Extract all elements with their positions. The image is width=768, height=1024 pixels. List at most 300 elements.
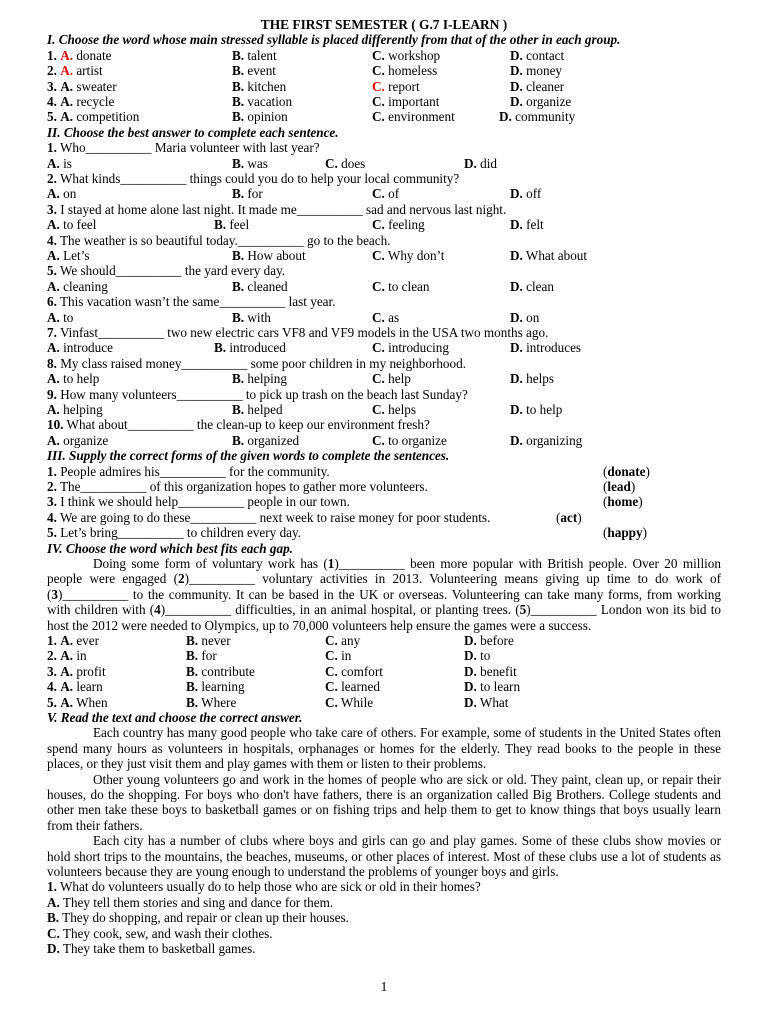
option-a [47,433,108,448]
question-line [47,263,721,278]
option-letter: A. [60,648,74,664]
option-text: kitchen [247,78,287,94]
option-b [232,371,287,386]
option-row [47,695,721,710]
option-letter: A. [60,93,74,109]
option-text: to feel [63,217,97,233]
option-a [47,648,87,663]
section-4-options [47,633,721,710]
question-number: 5. [47,525,57,541]
item-number: 5. [47,109,57,125]
question-line [47,510,721,525]
option-letter: D. [510,278,523,294]
option-text: never [201,632,231,648]
question-number: 1. [47,140,57,156]
option-letter: A. [47,432,60,448]
option-d [510,433,582,448]
question-line [47,494,721,509]
option-d [510,248,587,263]
question-text: This vacation wasn’t the same__________ last year. [59,294,336,310]
option-letter: C. [372,278,385,294]
passage-text: )__________ been more popular with British people. Over 20 million people were engaged ( [47,555,721,587]
option-c [372,340,449,355]
question-line [47,294,721,309]
reading-paragraph-3: Each city has a number of clubs where boys and girls can go and play games. Some of these clubs show movies or hold short trips to the mountains, the beaches, museums, or other places of interest. Most of these clubs use a lot of students as volunteers because they are young enough to understand the problems of younger boys and girls. [47,833,721,879]
question-text: My class raised money__________ some poor children in my neighborhood. [60,355,467,371]
option-a [47,94,114,109]
option-letter: B. [232,63,245,79]
option-text: with [247,309,271,325]
option-text: opinion [247,109,288,125]
option-d [510,279,554,294]
option-d [510,186,541,201]
given-word-text: lead [607,478,631,494]
question-number: 2. [47,170,57,186]
option-text: to learn [480,679,521,695]
option-letter: D. [464,694,477,710]
option-text: helping [63,401,103,417]
worksheet-page [47,17,721,956]
option-text: talent [247,47,277,63]
option-text: Why don’t [387,247,445,263]
option-text: as [388,309,400,325]
option-d [464,695,508,710]
option-b [232,79,286,94]
option-text: introduces [526,340,582,356]
option-a [47,402,103,417]
option-b [186,679,245,694]
answer-option [47,910,721,925]
option-letter: C. [372,371,385,387]
item-number: 3. [47,663,57,679]
option-text: felt [526,217,544,233]
question-number: 4. [47,509,57,525]
option-letter: B. [232,309,245,325]
option-letter: B. [232,401,245,417]
option-text: Let’s [63,247,90,263]
option-text: community [515,109,576,125]
question-text: The__________ of this organization hopes to gather more volunteers. [59,478,428,494]
question-number: 4. [47,232,57,248]
answer-option [47,941,721,956]
option-letter: B. [232,247,245,263]
option-letter: D. [464,632,477,648]
option-text: to help [526,401,563,417]
option-d [510,94,571,109]
given-word-text: act [560,509,578,525]
option-d [499,109,575,124]
option-a [47,310,73,325]
option-letter: D. [510,93,523,109]
option-c [372,433,447,448]
option-letter: D. [510,217,523,233]
option-a [47,63,103,78]
question-line [47,417,721,432]
question-line [47,171,721,186]
passage-text: )__________ London won its bid to host the 2012 were needed to Olympics, up to 70,000 volunteers help ensure the games were a success. [47,602,721,633]
given-word-text: happy [607,525,643,541]
section-3-heading: III. Supply the correct forms of the given words to complete the sentences. [47,448,450,464]
option-d [510,63,562,78]
option-letter: B. [47,910,60,926]
option-text: contribute [201,663,255,679]
option-text: feeling [388,217,425,233]
option-letter: A. [47,155,60,171]
question-text: Vinfast__________ two new electric cars VF8 and VF9 models in the USA two months ago. [59,324,549,340]
option-text: on [526,309,540,325]
option-text: They do shopping, and repair or clean up their houses. [62,910,349,926]
question-line [47,233,721,248]
option-letter: C. [372,247,385,263]
reading-paragraph-1: Each country has many good people who take care of others. For example, some of students in the United States often spend many hours as volunteers in hospitals, orphanages or homes for the elderly. They read books to the people in these places, or they just visit them and play games with them or listen to their problems. [47,725,721,772]
question-text: What do volunteers usually do to help those who are sick or old in their homes? [59,879,481,895]
option-text: benefit [480,663,517,679]
option-letter: B. [232,155,245,171]
option-letter: D. [510,309,523,325]
option-letter: C. [372,432,385,448]
gap-number: 1 [327,555,335,571]
section-5-heading: V. Read the text and choose the correct answer. [47,709,303,725]
option-b [232,63,276,78]
option-row [47,279,721,294]
option-b [232,279,288,294]
question-line [47,525,721,540]
section-1-heading: I. Choose the word whose main stressed syllable is placed differently from that of the other in each group. [47,32,621,48]
option-letter: B. [232,278,245,294]
option-b [232,433,299,448]
option-d [464,633,514,648]
option-text: is [63,155,72,171]
option-letter: D. [464,679,477,695]
option-text: learned [341,679,380,695]
option-b [232,156,268,171]
option-text: introducing [388,340,449,356]
question-number: 1. [47,879,57,895]
answer-option [47,895,721,910]
option-row [47,633,721,648]
option-d [464,156,497,171]
option-c [372,109,455,124]
option-c [325,664,383,679]
option-text: helped [247,401,283,417]
option-letter: C. [372,47,385,63]
option-letter: C. [372,186,385,202]
option-c [372,402,416,417]
option-text: help [388,371,411,387]
reading-options [47,895,721,957]
option-letter: A. [47,401,60,417]
option-text: environment [388,109,455,125]
option-letter: A. [47,247,60,263]
option-c [325,648,351,663]
option-text: cleaning [63,278,108,294]
option-row [47,48,721,63]
option-text: donate [76,47,112,63]
option-letter: B. [232,109,245,125]
question-number: 3. [47,494,57,510]
option-letter: C. [372,109,385,125]
given-word: (donate) [603,463,650,479]
section-1-options [47,48,721,125]
option-a [47,340,113,355]
option-text: They tell them stories and sing and dance for them. [62,894,334,910]
option-text: important [388,93,440,109]
option-text: competition [76,109,140,125]
option-letter: B. [186,648,199,664]
option-letter: A. [47,309,60,325]
option-letter: C. [372,340,385,356]
question-text: Who__________ Maria volunteer with last year? [59,140,320,156]
option-b [232,109,288,124]
question-number: 1. [47,463,57,479]
option-row [47,248,721,263]
section-4-passage [47,556,721,633]
option-letter: B. [232,47,245,63]
option-text: cleaned [247,278,288,294]
option-b [186,648,217,663]
option-text: organize [526,93,572,109]
option-text: of [388,186,400,202]
option-row [47,310,721,325]
option-a [47,217,96,232]
option-row [47,340,721,355]
option-text: organize [63,432,109,448]
option-text: to clean [388,278,430,294]
option-b [186,633,231,648]
question-line [47,140,721,155]
question-text: The weather is so beautiful today.__________ go to the beach. [59,232,391,248]
option-text: on [63,186,77,202]
gap-number: 4 [154,602,161,618]
question [47,494,350,509]
option-c [325,633,360,648]
option-text: introduced [229,340,286,356]
option-text: helps [526,371,554,387]
option-c [372,279,430,294]
option-letter: C. [372,309,385,325]
question-number: 2. [47,478,57,494]
option-text: to organize [388,432,447,448]
option-text: vacation [247,93,293,109]
question-text: We are going to do these__________ next week to raise money for poor students. [59,509,491,525]
question [47,479,428,494]
item-number: 4. [47,93,57,109]
option-a [47,248,90,263]
option-letter: C. [372,93,385,109]
question-line [47,202,721,217]
question-text: What kinds__________ things could you do to help your local community? [59,170,460,186]
question-line [47,325,721,340]
option-letter: D. [510,371,523,387]
option-a [47,109,139,124]
option-a [47,79,117,94]
option-row [47,648,721,663]
question-line [47,464,721,479]
item-number: 1. [47,632,57,648]
option-a [47,664,106,679]
answer-option [47,926,721,941]
option-a [47,279,108,294]
question-number: 7. [47,324,57,340]
option-letter: C. [372,63,385,79]
option-row [47,679,721,694]
item-number: 2. [47,648,57,664]
option-letter: D. [464,648,477,664]
option-letter: D. [510,63,523,79]
page-number: 1 [380,979,388,994]
option-letter: A. [47,278,60,294]
option-text: in [76,648,87,664]
item-number: 3. [47,78,57,94]
option-text: recycle [76,93,115,109]
item-number: 2. [47,63,57,79]
option-text: for [201,648,217,664]
question-number: 10. [47,417,64,433]
option-letter: C. [47,925,60,941]
option-text: homeless [388,63,438,79]
option-text: off [526,186,542,202]
option-letter: B. [214,340,227,356]
reading-paragraph-2: Other young volunteers go and work in the homes of people who are sick or old. They paint, clean up, or repair their houses, do the shopping. For boys who don't have fathers, there is an organization called Big Brothers. College students and other men take these boys to basketball games or on fishing trips and help them to get to know things that boys usually learn from their fathers. [47,771,721,833]
option-letter: A. [60,679,74,695]
reading-question [47,879,721,894]
option-letter: A. [60,63,74,79]
option-d [510,371,554,386]
gap-number: 3 [51,586,58,602]
option-text: feel [229,217,250,233]
option-text: organized [247,432,300,448]
option-c [372,79,420,94]
option-letter: A. [60,632,74,648]
option-letter: A. [47,340,60,356]
section-3-questions [47,464,721,541]
question-line [47,479,721,494]
question-text: Let’s bring__________ to children every day. [60,525,302,541]
option-text: helping [247,371,287,387]
option-text: learn [76,679,103,695]
section-2-heading: II. Choose the best answer to complete each sentence. [47,124,339,140]
question-line [47,387,721,402]
section-4-heading: IV. Choose the word which best fits each gap. [47,540,293,556]
option-letter: C. [325,155,338,171]
option-text: artist [76,63,103,79]
option-d [510,340,581,355]
given-word: (home) [603,494,643,510]
option-b [232,402,283,417]
option-d [464,664,517,679]
option-text: introduce [63,340,113,356]
option-letter: A. [60,663,74,679]
option-b [232,48,277,63]
option-c [325,695,373,710]
option-letter: A. [47,217,60,233]
option-letter: D. [510,186,523,202]
question [47,525,301,540]
option-text: money [526,63,563,79]
option-b [186,664,255,679]
option-text: When [76,694,108,710]
option-letter: A. [60,47,74,63]
option-c [372,63,437,78]
option-letter: B. [232,78,245,94]
question-text: What about__________ the clean-up to keep our environment fresh? [66,417,430,433]
question-text: We should__________ the yard every day. [59,263,286,279]
item-number: 5. [47,694,57,710]
option-letter: B. [186,663,199,679]
option-letter: C. [372,78,385,94]
option-text: They cook, sew, and wash their clothes. [62,925,273,941]
option-letter: B. [232,432,245,448]
option-a [47,371,99,386]
option-text: event [247,63,276,79]
question-text: People admires his__________ for the community. [60,463,330,479]
option-letter: C. [372,217,385,233]
option-c [372,371,411,386]
option-text: for [247,186,263,202]
option-b [232,186,263,201]
option-c [325,679,380,694]
given-word-text: home [607,494,639,510]
option-text: What about [525,247,588,263]
option-letter: D. [464,663,477,679]
option-text: learning [201,679,245,695]
option-row [47,156,721,171]
passage-text: )__________ to the community. It can be based in the UK or overseas. Volunteering can take many forms, from working with children with ( [47,586,721,618]
option-letter: B. [186,632,199,648]
question [47,464,330,479]
option-c [372,48,440,63]
option-text: to [63,309,74,325]
option-text: cleaner [526,78,565,94]
option-d [510,79,564,94]
option-letter: C. [325,632,338,648]
option-letter: B. [214,217,227,233]
option-letter: A. [47,186,60,202]
option-letter: D. [510,47,523,63]
option-row [47,94,721,109]
option-d [510,217,544,232]
option-letter: B. [232,186,245,202]
option-row [47,664,721,679]
option-d [510,310,539,325]
option-row [47,402,721,417]
option-row [47,63,721,78]
passage-text: )__________ difficulties, in an animal hospital, or planting trees. ( [160,602,520,618]
option-b [232,248,306,263]
option-text: profit [76,663,106,679]
option-text: sweater [76,78,117,94]
option-row [47,433,721,448]
option-text: was [247,155,268,171]
question-number: 3. [47,201,57,217]
option-text: clean [526,278,554,294]
option-text: contact [526,47,565,63]
option-row [47,186,721,201]
option-b [214,217,249,232]
option-a [47,186,76,201]
option-text: While [340,694,374,710]
option-text: did [480,155,497,171]
question [47,510,490,525]
passage-text: )__________ voluntary activities in 2013. Volunteering means giving up time to do work of ( [47,571,721,602]
option-text: What [479,694,509,710]
option-a [47,156,72,171]
option-letter: A. [60,694,74,710]
option-b [214,340,286,355]
item-number: 4. [47,679,57,695]
option-text: report [388,78,420,94]
option-text: to help [63,371,100,387]
